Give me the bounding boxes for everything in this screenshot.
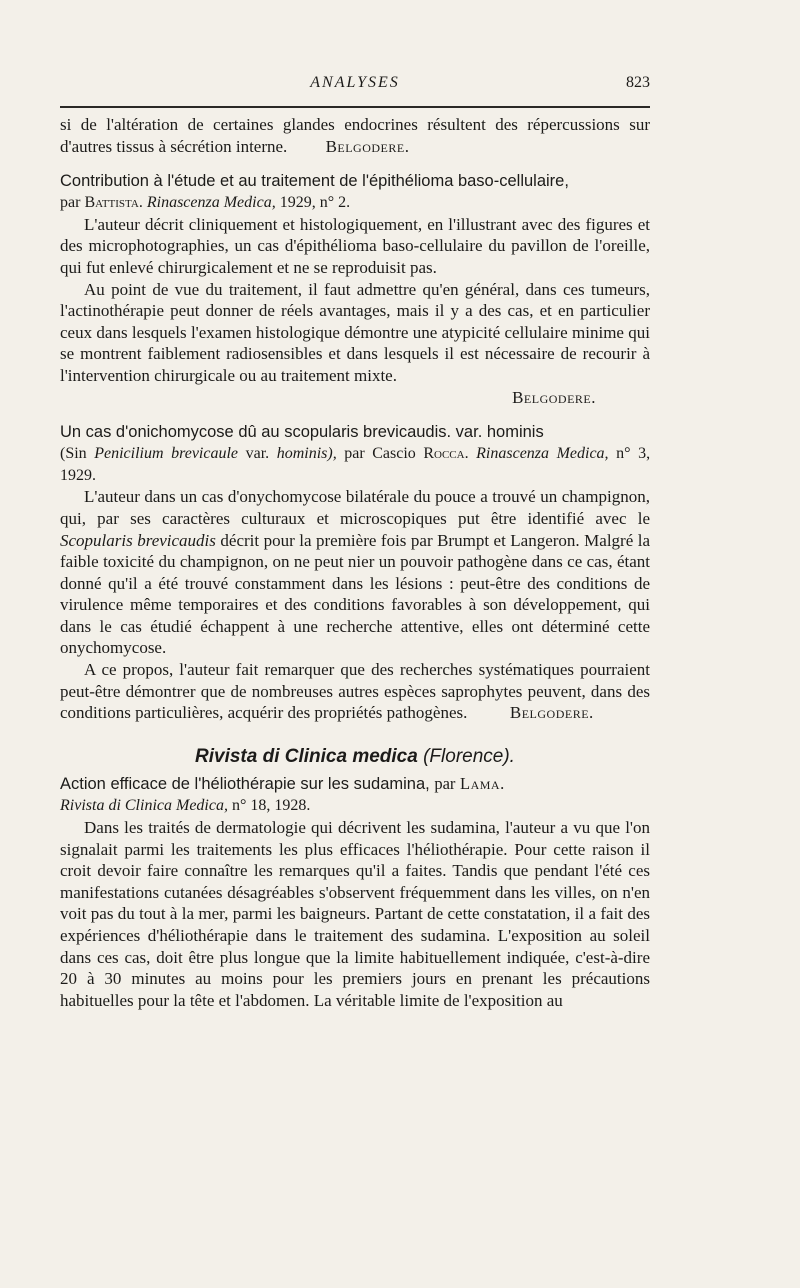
- journal-section-heading: [60, 746, 650, 768]
- article1-cite-journal: Rinascenza Medica,: [146, 194, 276, 212]
- article3-cite-par: par: [434, 774, 456, 794]
- header-rule: [60, 106, 650, 108]
- article2-signature: Belgodere.: [509, 703, 594, 723]
- intro-paragraph: si de l'altération de certaines glandes endocrines résultent des répercussions sur d'autres tissus à sécrétion interne.: [60, 115, 650, 156]
- article2-p1-start: L'auteur dans un cas d'onychomycose bilatérale du pouce a trouvé un champignon, qui, par ses caractères culturaux et microscopiques put être identifié avec le: [60, 487, 650, 528]
- article2-cite-journal: Rinascenza Medica,: [476, 445, 609, 463]
- article2-cite-par: par Cascio: [344, 445, 416, 463]
- page-number: 823: [626, 74, 650, 91]
- article3-cite-rest: n° 18, 1928.: [231, 797, 311, 815]
- article2-cite-open: (Sin: [60, 445, 87, 463]
- article2-paragraph-1: [60, 486, 650, 659]
- article2-cite-author: Rocca.: [423, 445, 469, 463]
- article2-citation: [60, 443, 650, 486]
- article1-title: Contribution à l'étude et au traitement de l'épithélioma baso-cellulaire,: [60, 172, 569, 191]
- intro-signature: Belgodere.: [325, 136, 410, 156]
- page-body: [60, 114, 650, 1011]
- intro-text: [60, 114, 650, 157]
- article2-p1-species: Scopularis brevicaudis: [60, 530, 216, 550]
- article1-signature: Belgodere.: [512, 387, 596, 407]
- article3-paragraph: Dans les traités de dermatologie qui décrivent les sudamina, l'auteur a vu que l'on signalait parmi les traitements les plus efficaces l'héliothérapie. Pour cette raison il croit devoir faire connaître les remarques qu'il a faites. Tandis que pendant l'été ces manifestations cutanées désagréables s'observent fréquemment dans les villes, on n'en voit pas du tout à la mer, parmi les baigneurs. Partant de cette constatation, il a fait des expériences d'héliothérapie dans le traitement des sudamina. L'exposition au soleil dans ces cas, doit être plus longue que la limite habituellement indiquée, c'est-à-dire 20 à 30 minutes au moins pour les premiers jours en prenant les précautions habituelles pour la tête et l'abdomen. La véritable limite de l'exposition au: [60, 818, 650, 1010]
- article1-paragraph-1: L'auteur décrit cliniquement et histologiquement, en l'illustrant avec des figures et des microphotographies, un cas d'épithélioma baso-cellulaire du pavillon de l'oreille, qui fut enlevé chirurgicalement et ne se reproduisit pas.: [60, 214, 650, 277]
- article3-cite-journal: Rivista di Clinica Medica,: [60, 797, 228, 815]
- article2-cite-rest: n° 3, 1929.: [60, 445, 651, 484]
- running-title: ANALYSES: [310, 74, 400, 91]
- article2-cite-species: Penicilium brevicaule: [94, 445, 239, 463]
- section-title: Rivista di Clinica medica: [195, 745, 418, 767]
- article3-title: [60, 773, 650, 795]
- article2-cite-hominis: hominis),: [276, 445, 337, 463]
- article2-p1-end: décrit pour la première fois par Brumpt et Langeron. Malgré la faible toxicité du champignon, on ne peut nier un pouvoir pathogène dans ce cas, étant donné qu'il a été trouvé constamment dans les lésions : peut-être des conditions de virulence même temporaires et des conditions favorables à son développement, qui dans le cas étudié échappent à une recherche attentive, elles ont déterminé cette onychomycose.: [60, 530, 651, 658]
- article1-citation: [60, 192, 650, 214]
- article2-title: Un cas d'onichomycose dû au scopularis brevicaudis. var. hominis: [60, 423, 544, 442]
- article1-cite-author: Battista.: [84, 194, 143, 212]
- article3-cite-author: Lama.: [460, 774, 505, 794]
- section-subtitle: (Florence).: [423, 745, 515, 767]
- article1-cite-par: par: [60, 194, 81, 212]
- article3-citation: [60, 795, 650, 817]
- article1-paragraph-2: Au point de vue du traitement, il faut admettre qu'en général, dans ces tumeurs, l'actinothérapie peut donner de réels avantages, mais il y a des cas, et en particulier ceux dans lesquels l'examen histologique démontre une atypicité cellulaire minime qui se montrent faiblement radiosensibles et dans lesquels il est nécessaire de recourir à l'intervention chirurgicale ou au traitement mixte.: [60, 279, 650, 385]
- page-header: [60, 74, 650, 96]
- article1-cite-rest: 1929, n° 2.: [279, 194, 351, 212]
- article2-p2-text: A ce propos, l'auteur fait remarquer que des recherches systématiques pourraient peut-être démontrer que de nombreuses autres espèces saprophytes peuvent, dans des conditions particulières, acquérir des propriétés pathogènes.: [60, 660, 650, 723]
- article3-title-text: Action efficace de l'héliothérapie sur les sudamina,: [60, 775, 430, 794]
- article2-paragraph-2: [60, 659, 650, 724]
- article2-cite-var: var.: [245, 445, 270, 463]
